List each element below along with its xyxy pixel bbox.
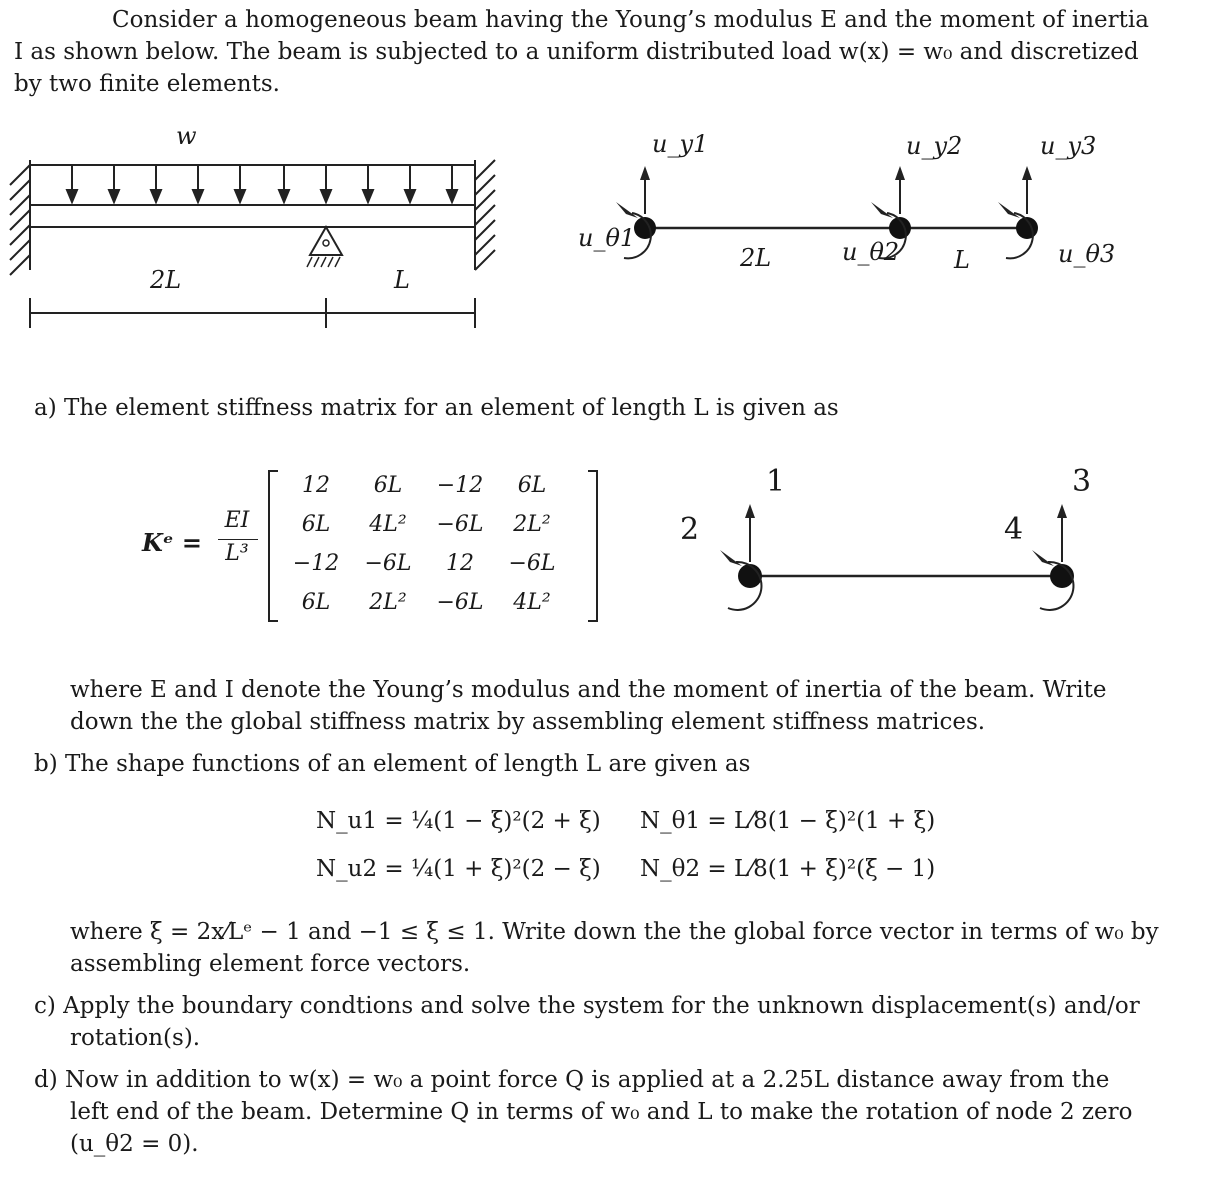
left-wall-hatch — [10, 165, 30, 275]
matrix-cell: 6L — [301, 512, 331, 537]
uy2-label: u_y2 — [906, 132, 963, 160]
matrix-cell: −6L — [508, 551, 556, 576]
part-d-line-1: d) Now in addition to w(x) = w₀ a point force Q is applied at a 2.25L distance away from the — [34, 1067, 1110, 1093]
span-L-label: L — [394, 266, 410, 294]
beam-body — [30, 205, 475, 227]
dof-2-label: 2 — [680, 512, 700, 547]
matrix-cell: −6L — [436, 590, 484, 615]
coef-numerator: EI — [224, 508, 250, 533]
matrix-right-bracket — [588, 470, 598, 622]
length-L-label: L — [954, 246, 970, 274]
intro-line-2: I as shown below. The beam is subjected to a uniform distributed load w(x) = w₀ and discretized — [14, 39, 1139, 65]
matrix-cell: 2L² — [369, 590, 407, 615]
dof-4-label: 4 — [1004, 512, 1024, 547]
matrix-row — [280, 505, 568, 544]
shape-function-Nu2: N_u2 = ¼(1 + ξ)²(2 − ξ) — [316, 856, 601, 882]
matrix-row — [280, 583, 568, 622]
matrix-cell: 6L — [517, 473, 547, 498]
matrix-cell: 4L² — [369, 512, 407, 537]
part-a-text: a) The element stiffness matrix for an element of length L is given as — [34, 395, 839, 421]
K-label: Kᵉ = — [142, 528, 202, 557]
matrix-cell: −12 — [292, 551, 340, 576]
part-c-line-1: c) Apply the boundary condtions and solve the system for the unknown displacement(s) and/or — [34, 993, 1140, 1019]
ut1-label: u_θ1 — [578, 224, 636, 252]
part-d-line-3: (u_θ2 = 0). — [70, 1131, 199, 1157]
matrix-cell: 4L² — [513, 590, 551, 615]
beam-figure — [0, 120, 520, 340]
load-label: w — [176, 122, 197, 150]
dof-3-label: 3 — [1072, 464, 1092, 499]
matrix-cell: 6L — [301, 590, 331, 615]
part-c-line-2: rotation(s). — [70, 1025, 201, 1051]
shape-function-Nt2: N_θ2 = L⁄8(1 + ξ)²(ξ − 1) — [640, 856, 936, 882]
uy1-label: u_y1 — [652, 130, 709, 158]
part-a-where-1: where E and I denote the Young’s modulus and the moment of inertia of the beam. Write — [70, 677, 1107, 703]
length-2L-label: 2L — [740, 244, 772, 272]
shape-function-Nt1: N_θ1 = L⁄8(1 − ξ)²(1 + ξ) — [640, 808, 936, 834]
matrix-cell: 12 — [446, 551, 474, 576]
span-2L-label: 2L — [150, 266, 182, 294]
part-b-where-1: where ξ = 2x⁄Lᵉ − 1 and −1 ≤ ξ ≤ 1. Write down the the global force vector in terms of w₀ by — [70, 919, 1159, 945]
matrix-cell: 12 — [302, 473, 330, 498]
part-b-where-2: assembling element force vectors. — [70, 951, 471, 977]
ut2-label: u_θ2 — [842, 238, 900, 266]
ut3-label: u_θ3 — [1058, 240, 1116, 268]
uy3-label: u_y3 — [1040, 132, 1097, 160]
shape-function-Nu1: N_u1 = ¼(1 − ξ)²(2 + ξ) — [316, 808, 601, 834]
matrix-left-bracket — [268, 470, 278, 622]
matrix-cell: −12 — [436, 473, 484, 498]
matrix-cell: 2L² — [513, 512, 551, 537]
fraction-bar — [218, 539, 258, 540]
element-dof-figure — [670, 470, 1130, 620]
matrix-cell: 6L — [373, 473, 403, 498]
matrix-row — [280, 466, 568, 505]
stiffness-matrix — [280, 466, 568, 622]
intro-line-3: by two finite elements. — [14, 71, 280, 97]
pin-support — [310, 227, 342, 255]
part-d-line-2: left end of the beam. Determine Q in terms of w₀ and L to make the rotation of node 2 zero — [70, 1099, 1133, 1125]
coef-denominator: L³ — [225, 541, 249, 566]
intro-line-1: Consider a homogeneous beam having the Young’s modulus E and the moment of inertia — [112, 7, 1149, 33]
right-wall-hatch — [475, 160, 495, 270]
matrix-cell: −6L — [364, 551, 412, 576]
fe-mesh-figure — [560, 130, 1120, 290]
dof-1-label: 1 — [766, 464, 786, 499]
matrix-cell: −6L — [436, 512, 484, 537]
part-b-text: b) The shape functions of an element of length L are given as — [34, 751, 751, 777]
part-a-where-2: down the the global stiffness matrix by assembling element stiffness matrices. — [70, 709, 986, 735]
matrix-row — [280, 544, 568, 583]
distributed-load-arrows — [67, 165, 457, 202]
